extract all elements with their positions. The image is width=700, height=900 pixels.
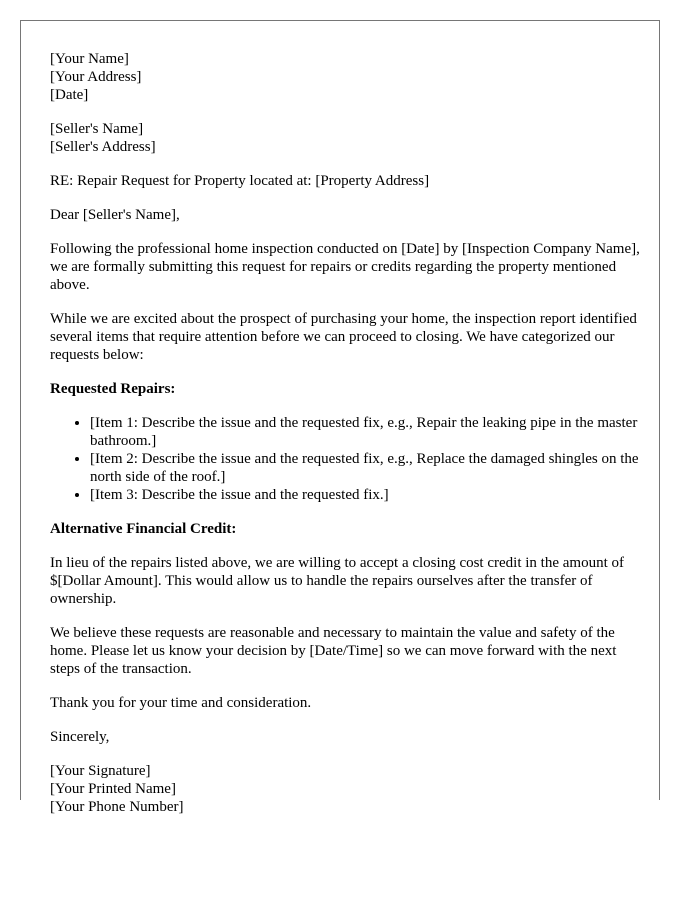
sender-name: [Your Name]: [50, 51, 129, 67]
signature-line: [Your Signature]: [50, 763, 151, 779]
recipient-block: [50, 120, 640, 156]
list-item: • [Item 3: Describe the issue and the requested fix.]: [90, 486, 640, 504]
recipient-name: [Seller's Name]: [50, 121, 144, 137]
list-item: • [Item 2: Describe the issue and the requested fix, e.g., Replace the damaged shingles on the north side of the roof.]: [90, 450, 640, 486]
sign-off: Sincerely,: [50, 729, 110, 745]
letter-page: [20, 20, 660, 815]
list-item: • [Item 1: Describe the issue and the requested fix, e.g., Repair the leaking pipe in the master bathroom.]: [90, 414, 640, 450]
salutation: Dear [Seller's Name],: [50, 207, 180, 223]
sender-address: [Your Address]: [50, 69, 142, 85]
printed-name: [Your Printed Name]: [50, 781, 176, 797]
sender-block: [50, 50, 640, 104]
phone-number: [Your Phone Number]: [50, 799, 184, 815]
subject-line: RE: Repair Request for Property located at: [Property Address]: [50, 173, 430, 189]
repairs-heading: Requested Repairs:: [50, 381, 176, 397]
repairs-list: [50, 414, 640, 504]
signature-block: [50, 762, 640, 816]
credit-paragraph: In lieu of the repairs listed above, we are willing to accept a closing cost credit in the amount of $[Dollar Amount]. This would allow us to handle the repairs ourselves after the transfer of ownership.: [50, 555, 624, 607]
intro-paragraph: Following the professional home inspection conducted on [Date] by [Inspection Company Name], we are formally submitting this request for repairs or credits regarding the property mentioned above.: [50, 241, 640, 293]
closing-paragraph: We believe these requests are reasonable and necessary to maintain the value and safety of the home. Please let us know your decision by [Date/Time] so we can move forward with the next steps of the transaction.: [50, 625, 617, 677]
credit-heading: Alternative Financial Credit:: [50, 521, 237, 537]
letter-content: [50, 50, 640, 832]
context-paragraph: While we are excited about the prospect of purchasing your home, the inspection report identified several items that require attention before we can proceed to closing. We have categorized our requests below:: [50, 311, 637, 363]
letter-date: [Date]: [50, 87, 89, 103]
thanks-paragraph: Thank you for your time and consideration.: [50, 695, 312, 711]
recipient-address: [Seller's Address]: [50, 139, 156, 155]
